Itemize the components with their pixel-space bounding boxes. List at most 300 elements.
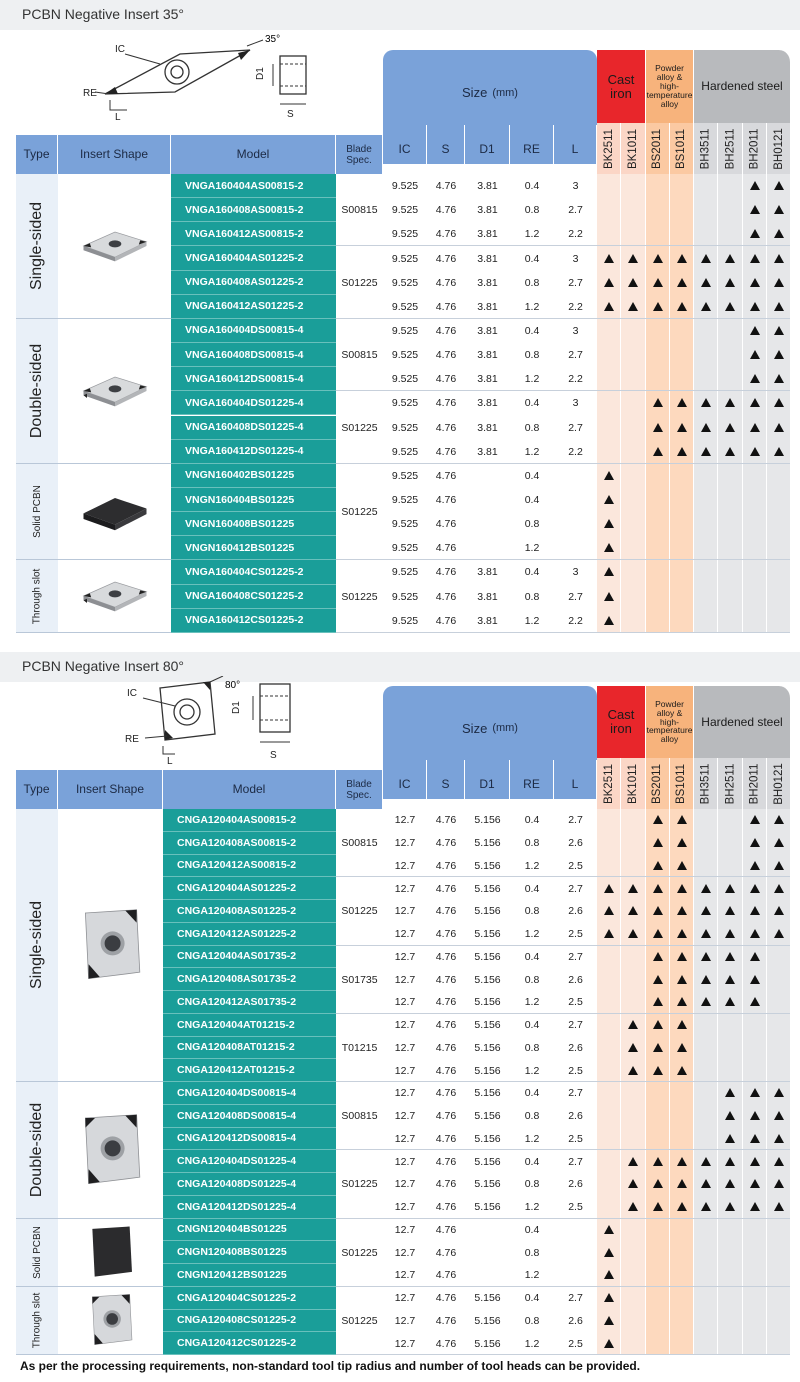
size-d1-cell (465, 464, 510, 488)
grade-label: BH2011 (748, 128, 761, 169)
grade-header-bh0121 (767, 123, 791, 174)
grade-label: BK1011 (626, 128, 639, 169)
size-s-cell: 4.76 (435, 1201, 457, 1214)
applicable-mark-icon (750, 350, 760, 359)
model-cell: VNGN160404BS01225 (171, 488, 336, 512)
grade-header-bk1011 (621, 758, 645, 809)
applicable-mark-icon (701, 1179, 711, 1188)
hardened-steel-header: Hardened steel (694, 50, 791, 123)
applicable-mark-icon (604, 543, 614, 552)
grade-label: BS2011 (651, 128, 664, 169)
applicable-mark-icon (725, 1134, 735, 1143)
size-d1-cell: 5.156 (474, 996, 501, 1009)
applicable-mark-icon (725, 906, 735, 915)
col-header-re: RE (510, 760, 554, 799)
applicable-mark-icon (604, 884, 614, 893)
size-s-cell: 4.76 (435, 349, 457, 362)
applicable-mark-icon (750, 423, 760, 432)
size-re-cell: 1.2 (524, 542, 540, 555)
size-s-cell: 4.76 (435, 469, 457, 482)
size-l-cell: 3 (572, 180, 579, 193)
applicable-mark-icon (677, 1020, 687, 1029)
applicable-mark-icon (677, 254, 687, 263)
size-l-cell: 2.5 (568, 1064, 583, 1077)
model-cell: CNGN120404BS01225 (163, 1219, 336, 1242)
grade-label: BH2511 (723, 763, 736, 804)
applicable-mark-icon (750, 278, 760, 287)
model-cell: CNGA120404CS01225-2 (163, 1287, 336, 1310)
size-d1-cell: 5.156 (474, 1132, 501, 1145)
size-ic-cell: 9.525 (391, 373, 419, 386)
blade-spec-cell: S01225 (341, 276, 378, 289)
size-re-cell: 1.2 (524, 228, 540, 241)
size-l-cell: 2.7 (568, 421, 583, 434)
size-s-cell: 4.76 (435, 421, 457, 434)
size-ic-cell: 12.7 (394, 905, 416, 918)
diagram-label-s: S (287, 109, 294, 120)
angle-label: 35° (265, 34, 281, 45)
blade-spec-cell: S01225 (341, 1178, 378, 1191)
applicable-mark-icon (725, 1179, 735, 1188)
col-header-type: Type (16, 135, 58, 174)
applicable-mark-icon (677, 838, 687, 847)
applicable-mark-icon (701, 447, 711, 456)
applicable-mark-icon (725, 975, 735, 984)
applicable-mark-icon (701, 884, 711, 893)
size-d1-cell: 5.156 (474, 859, 501, 872)
applicable-mark-icon (750, 398, 760, 407)
size-s-cell: 4.76 (435, 1314, 457, 1327)
model-cell: CNGA120408CS01225-2 (163, 1310, 336, 1333)
size-d1-cell: 3.81 (477, 228, 498, 241)
size-d1-cell: 5.156 (474, 1019, 501, 1032)
size-ic-cell: 9.525 (391, 421, 419, 434)
applicable-mark-icon (653, 1202, 663, 1211)
size-ic-cell: 12.7 (394, 973, 416, 986)
applicable-mark-icon (750, 1134, 760, 1143)
size-ic-cell: 9.525 (391, 590, 419, 603)
insert-35-through-slot-icon (65, 561, 165, 631)
size-re-cell: 0.4 (524, 397, 540, 410)
size-label: Size (462, 85, 488, 100)
applicable-mark-icon (604, 302, 614, 311)
size-s-cell: 4.76 (435, 1292, 457, 1305)
col-header-blade: Blade Spec. (336, 770, 383, 809)
model-cell: CNGA120408AT01215-2 (163, 1037, 336, 1060)
applicable-mark-icon (725, 302, 735, 311)
size-ic-cell: 12.7 (394, 928, 416, 941)
size-re-cell: 0.8 (524, 905, 540, 918)
applicable-mark-icon (628, 906, 638, 915)
applicable-mark-icon (750, 906, 760, 915)
applicable-mark-icon (604, 1225, 614, 1234)
size-l-cell: 2.5 (568, 1201, 583, 1214)
size-ic-cell: 9.525 (391, 566, 419, 579)
size-d1-cell: 3.81 (477, 566, 498, 579)
powder-alloy-header: Powder alloy & high-temperature alloy (646, 686, 694, 758)
col-header-l: L (554, 760, 597, 799)
size-d1-cell: 3.81 (477, 421, 498, 434)
applicable-mark-icon (628, 1157, 638, 1166)
size-s-cell: 4.76 (435, 252, 457, 265)
size-l-cell: 2.7 (568, 950, 583, 963)
model-cell: CNGA120408AS01225-2 (163, 900, 336, 923)
applicable-mark-icon (774, 861, 784, 870)
size-s-cell: 4.76 (435, 614, 457, 627)
size-ic-cell: 12.7 (394, 814, 416, 827)
size-s-cell: 4.76 (435, 859, 457, 872)
size-d1-cell (465, 1241, 510, 1264)
applicable-mark-icon (604, 616, 614, 625)
grade-header-bk2511 (597, 123, 621, 174)
applicable-mark-icon (701, 254, 711, 263)
size-ic-cell: 12.7 (394, 1178, 416, 1191)
blade-spec-cell: S00815 (341, 204, 378, 217)
applicable-mark-icon (774, 254, 784, 263)
diagram-label-re: RE (125, 734, 139, 745)
cast-iron-header: Cast iron (597, 50, 646, 123)
size-d1-cell: 5.156 (474, 1087, 501, 1100)
size-re-cell: 0.8 (524, 973, 540, 986)
size-s-cell: 4.76 (435, 1087, 457, 1100)
applicable-mark-icon (774, 423, 784, 432)
grade-label: BH2511 (723, 128, 736, 169)
size-l-cell: 2.6 (568, 1314, 583, 1327)
size-l-cell: 3 (572, 252, 579, 265)
col-header-ic: IC (383, 125, 427, 164)
size-l-cell: 3 (572, 397, 579, 410)
type-label: Double-sided (28, 343, 45, 438)
size-s-cell: 4.76 (435, 1041, 457, 1054)
size-unit: (mm) (492, 86, 518, 99)
size-d1-cell: 5.156 (474, 882, 501, 895)
applicable-mark-icon (774, 838, 784, 847)
col-header-d1: D1 (465, 760, 510, 799)
size-re-cell: 0.4 (524, 1223, 540, 1236)
applicable-mark-icon (653, 302, 663, 311)
size-re-cell: 0.8 (524, 349, 540, 362)
applicable-mark-icon (677, 1066, 687, 1075)
size-re-cell: 1.2 (524, 1337, 540, 1350)
applicable-mark-icon (750, 815, 760, 824)
applicable-mark-icon (725, 952, 735, 961)
size-l-cell (554, 1241, 597, 1264)
size-re-cell: 1.2 (524, 1132, 540, 1145)
size-d1-cell: 5.156 (474, 928, 501, 941)
size-l-cell: 2.6 (568, 837, 583, 850)
size-ic-cell: 12.7 (394, 1292, 416, 1305)
size-re-cell: 0.8 (524, 1314, 540, 1327)
applicable-mark-icon (628, 1043, 638, 1052)
applicable-mark-icon (628, 254, 638, 263)
size-ic-cell: 9.525 (391, 542, 419, 555)
size-re-cell: 1.2 (524, 300, 540, 313)
model-cell: CNGA120412CS01225-2 (163, 1332, 336, 1355)
size-ic-cell: 9.525 (391, 397, 419, 410)
blade-spec-cell: S01225 (341, 421, 378, 434)
size-l-cell: 2.5 (568, 859, 583, 872)
size-re-cell: 0.4 (524, 1292, 540, 1305)
size-ic-cell: 12.7 (394, 1246, 416, 1259)
type-label: Through slot (31, 568, 43, 624)
size-l-cell: 2.2 (568, 300, 583, 313)
applicable-mark-icon (604, 1270, 614, 1279)
size-l-cell: 2.6 (568, 905, 583, 918)
col-header-l: L (554, 125, 597, 164)
applicable-mark-icon (628, 302, 638, 311)
applicable-mark-icon (653, 861, 663, 870)
size-s-cell: 4.76 (435, 300, 457, 313)
hardened-steel-header: Hardened steel (694, 686, 791, 758)
applicable-mark-icon (774, 906, 784, 915)
size-l-cell: 2.6 (568, 1041, 583, 1054)
type-label: Through slot (31, 1292, 43, 1349)
size-l-cell (554, 464, 597, 488)
insert-35-single-sided-icon (65, 211, 165, 281)
applicable-mark-icon (774, 884, 784, 893)
blade-spec-cell: S00815 (341, 1110, 378, 1123)
applicable-mark-icon (750, 447, 760, 456)
size-ic-cell: 12.7 (394, 1155, 416, 1168)
size-re-cell: 0.4 (524, 1155, 540, 1168)
applicable-mark-icon (774, 1088, 784, 1097)
size-l-cell (554, 536, 597, 560)
applicable-mark-icon (653, 447, 663, 456)
type-cell (16, 1287, 58, 1355)
applicable-mark-icon (701, 975, 711, 984)
diagram-label-d1: D1 (231, 701, 242, 714)
size-re-cell: 0.4 (524, 814, 540, 827)
size-s-cell: 4.76 (435, 228, 457, 241)
applicable-mark-icon (628, 929, 638, 938)
size-re-cell: 0.8 (524, 276, 540, 289)
applicable-mark-icon (701, 952, 711, 961)
size-d1-cell (465, 536, 510, 560)
diagram-label-d1: D1 (255, 67, 266, 80)
model-cell: CNGA120404DS01225-4 (163, 1150, 336, 1173)
size-ic-cell: 12.7 (394, 1201, 416, 1214)
size-re-cell: 0.8 (524, 1110, 540, 1123)
applicable-mark-icon (677, 278, 687, 287)
type-cell (16, 174, 58, 319)
size-ic-cell: 12.7 (394, 882, 416, 895)
grade-label: BH3511 (699, 763, 712, 804)
size-d1-cell: 3.81 (477, 324, 498, 337)
applicable-mark-icon (677, 1157, 687, 1166)
applicable-mark-icon (725, 1111, 735, 1120)
size-s-cell: 4.76 (435, 973, 457, 986)
col-header-s: S (427, 125, 465, 164)
size-d1-cell: 3.81 (477, 204, 498, 217)
size-ic-cell: 12.7 (394, 1064, 416, 1077)
size-ic-cell: 9.525 (391, 469, 419, 482)
size-d1-cell: 3.81 (477, 445, 498, 458)
applicable-mark-icon (604, 254, 614, 263)
size-unit: (mm) (492, 722, 518, 734)
size-l-cell: 3 (572, 324, 579, 337)
size-d1-cell: 3.81 (477, 614, 498, 627)
applicable-mark-icon (677, 302, 687, 311)
model-cell: CNGA120412AS01735-2 (163, 991, 336, 1014)
col-header-shape: Insert Shape (58, 770, 163, 809)
size-ic-cell: 12.7 (394, 837, 416, 850)
grade-header-bh2011 (743, 758, 767, 809)
applicable-mark-icon (604, 278, 614, 287)
grade-label: BK1011 (626, 763, 639, 804)
grade-header-bs1011 (670, 758, 694, 809)
size-ic-cell: 12.7 (394, 1087, 416, 1100)
size-re-cell: 0.8 (524, 204, 540, 217)
grade-label: BK2511 (602, 128, 615, 169)
type-cell (16, 319, 58, 464)
model-cell: CNGA120404AT01215-2 (163, 1014, 336, 1037)
applicable-mark-icon (653, 929, 663, 938)
footer-note: As per the processing requirements, non-standard tool tip radius and number of tool heads can be provided. (20, 1359, 641, 1373)
applicable-mark-icon (774, 447, 784, 456)
cast-iron-header: Cast iron (597, 686, 646, 758)
grade-header-bh2511 (718, 758, 742, 809)
model-cell: VNGA160404AS00815-2 (171, 174, 336, 198)
model-cell: VNGA160404DS00815-4 (171, 319, 336, 343)
applicable-mark-icon (677, 1043, 687, 1052)
size-d1-cell: 5.156 (474, 1041, 501, 1054)
applicable-mark-icon (653, 997, 663, 1006)
applicable-mark-icon (774, 374, 784, 383)
applicable-mark-icon (725, 1157, 735, 1166)
applicable-mark-icon (750, 205, 760, 214)
size-d1-cell: 3.81 (477, 590, 498, 603)
size-l-cell: 3 (572, 566, 579, 579)
model-cell: VNGA160408AS00815-2 (171, 198, 336, 222)
col-header-d1: D1 (465, 125, 510, 164)
type-cell (16, 560, 58, 632)
size-l-cell: 2.5 (568, 996, 583, 1009)
size-header (383, 686, 597, 770)
size-re-cell: 1.2 (524, 1269, 540, 1282)
applicable-mark-icon (677, 423, 687, 432)
size-ic-cell: 12.7 (394, 1110, 416, 1123)
size-re-cell: 1.2 (524, 928, 540, 941)
size-l-cell: 2.7 (568, 204, 583, 217)
insert-shape-cell (58, 319, 171, 464)
size-re-cell: 0.4 (524, 1019, 540, 1032)
size-ic-cell: 9.525 (391, 324, 419, 337)
size-s-cell: 4.76 (435, 1110, 457, 1123)
size-s-cell: 4.76 (435, 397, 457, 410)
size-ic-cell: 9.525 (391, 518, 419, 531)
applicable-mark-icon (677, 952, 687, 961)
applicable-mark-icon (653, 838, 663, 847)
size-s-cell: 4.76 (435, 204, 457, 217)
size-re-cell: 0.4 (524, 1087, 540, 1100)
insert-shape-cell (58, 560, 171, 632)
size-re-cell: 0.4 (524, 252, 540, 265)
size-d1-cell: 3.81 (477, 373, 498, 386)
applicable-mark-icon (677, 447, 687, 456)
diagram-label-s: S (270, 750, 277, 761)
type-label: Single-sided (28, 201, 45, 290)
model-cell: VNGN160402BS01225 (171, 464, 336, 488)
applicable-mark-icon (750, 1179, 760, 1188)
applicable-mark-icon (653, 278, 663, 287)
size-ic-cell: 9.525 (391, 252, 419, 265)
insert-shape-cell (58, 809, 163, 1082)
size-l-cell: 2.2 (568, 445, 583, 458)
size-ic-cell: 9.525 (391, 494, 419, 506)
grade-label: BH2011 (748, 763, 761, 804)
applicable-mark-icon (653, 1157, 663, 1166)
size-s-cell: 4.76 (435, 882, 457, 895)
applicable-mark-icon (725, 278, 735, 287)
model-cell: CNGA120404DS00815-4 (163, 1082, 336, 1105)
diagram-label-ic: IC (115, 44, 125, 55)
size-re-cell: 0.4 (524, 324, 540, 337)
size-label: Size (462, 720, 488, 736)
applicable-mark-icon (653, 1020, 663, 1029)
applicable-mark-icon (774, 278, 784, 287)
size-re-cell: 0.8 (524, 421, 540, 434)
blade-spec-cell: T01215 (341, 1041, 378, 1054)
size-re-cell: 0.4 (524, 566, 540, 579)
applicable-mark-icon (725, 447, 735, 456)
grade-header-bh3511 (694, 123, 718, 174)
model-cell: CNGA120412AS01225-2 (163, 923, 336, 946)
type-label: Solid PCBN (31, 1225, 43, 1279)
size-d1-cell (465, 1219, 510, 1242)
blade-spec-cell: S01225 (341, 905, 378, 918)
applicable-mark-icon (677, 906, 687, 915)
applicable-mark-icon (725, 1202, 735, 1211)
applicable-mark-icon (750, 302, 760, 311)
grade-header-bh2011 (743, 123, 767, 174)
size-re-cell: 1.2 (524, 373, 540, 386)
insert-35-double-sided-icon (65, 356, 165, 426)
size-s-cell: 4.76 (435, 445, 457, 458)
size-re-cell: 0.4 (524, 469, 540, 482)
size-d1-cell: 5.156 (474, 905, 501, 918)
size-l-cell: 2.7 (568, 882, 583, 895)
type-label: Solid PCBN (31, 485, 43, 538)
insert-80-single-sided-icon (71, 900, 151, 990)
grade-header-bs2011 (646, 123, 670, 174)
model-cell: VNGA160404AS01225-2 (171, 246, 336, 270)
size-s-cell: 4.76 (435, 518, 457, 531)
model-cell: CNGA120404AS01735-2 (163, 946, 336, 969)
size-s-cell: 4.76 (435, 276, 457, 289)
size-d1-cell: 3.81 (477, 276, 498, 289)
applicable-mark-icon (774, 398, 784, 407)
size-d1-cell: 5.156 (474, 1337, 501, 1350)
applicable-mark-icon (774, 205, 784, 214)
size-s-cell: 4.76 (435, 373, 457, 386)
applicable-mark-icon (604, 592, 614, 601)
applicable-mark-icon (701, 997, 711, 1006)
applicable-mark-icon (653, 906, 663, 915)
size-l-cell: 2.7 (568, 1019, 583, 1032)
size-l-cell (554, 1264, 597, 1287)
insert-shape-cell (58, 1082, 163, 1219)
size-l-cell: 2.7 (568, 814, 583, 827)
model-cell: VNGA160408DS01225-4 (171, 416, 336, 440)
size-re-cell: 1.2 (524, 996, 540, 1009)
applicable-mark-icon (725, 398, 735, 407)
size-s-cell: 4.76 (435, 1064, 457, 1077)
model-cell: VNGA160404CS01225-2 (171, 560, 336, 584)
model-cell: CNGA120412AS00815-2 (163, 855, 336, 878)
size-s-cell: 4.76 (435, 996, 457, 1009)
applicable-mark-icon (750, 374, 760, 383)
grade-header-bh0121 (767, 758, 791, 809)
